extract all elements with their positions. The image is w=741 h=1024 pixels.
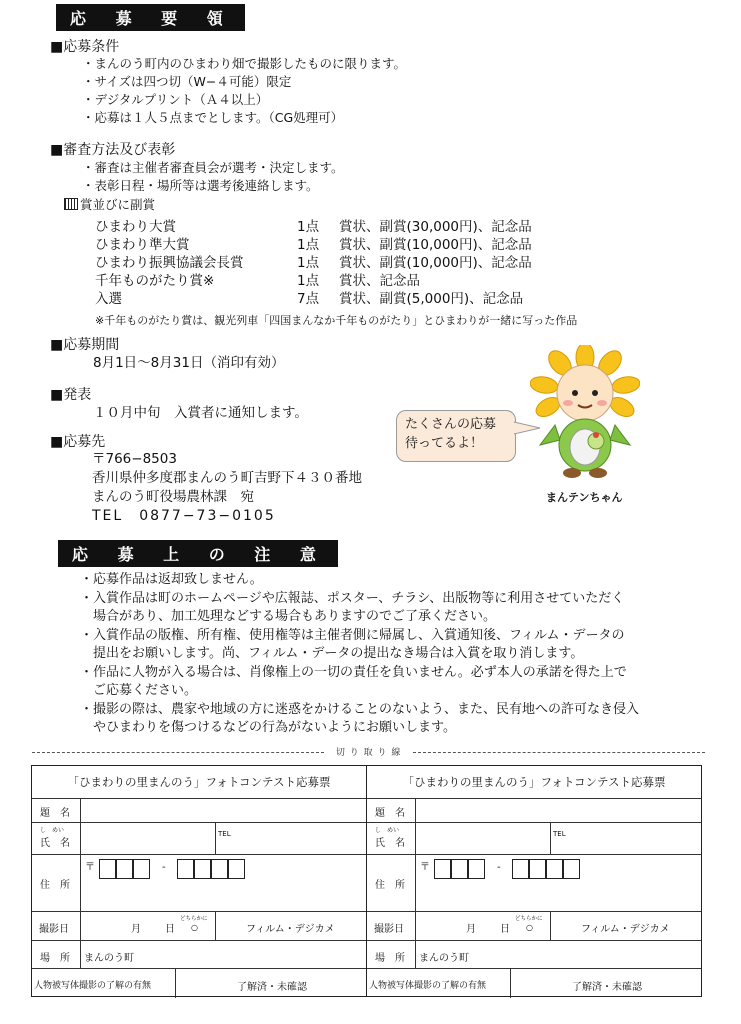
contact-office: まんのう町役場農林課 宛 [92, 489, 254, 505]
announcement-title: ■発表 [50, 387, 92, 403]
prize-reward: 賞状、副賞(10,000円)、記念品 [339, 255, 532, 271]
entry-condition-item: ・ 応募は１人５点までとします。（CG処理可） [82, 108, 343, 127]
consent-options[interactable]: 了解済・未確認 [237, 982, 307, 993]
bubble-line: 待ってるよ！ [405, 436, 484, 451]
entry-condition-item: ・ デジタルプリント（Ａ４以上） [82, 90, 268, 109]
form-col-line [175, 968, 176, 998]
announcement-text: １０月中旬 入賞者に通知します。 [93, 405, 308, 421]
form-row-line [32, 940, 366, 941]
tel-field[interactable] [230, 823, 364, 854]
label-name: 氏 名 [375, 838, 405, 849]
prize-heading [64, 195, 155, 214]
media-options[interactable]: フィルム・デジカメ [581, 924, 670, 935]
prize-name: ひまわり大賞 [95, 219, 176, 235]
prize-reward: 賞状、記念品 [339, 273, 420, 289]
note-item: ・ 入賞作品の版権、所有権、使用権等は主催者側に帰属し、入賞通知後、フィルム・データの [80, 626, 624, 645]
form-col-line [510, 968, 511, 998]
media-options[interactable]: フィルム・デジカメ [246, 924, 335, 935]
form-row-line [367, 968, 701, 969]
postal-dash: - [497, 862, 501, 873]
prize-count: 1点 [297, 255, 320, 271]
contact-title: ■応募先 [50, 434, 106, 450]
postal-digit-box[interactable] [211, 859, 228, 879]
form-col-line [215, 911, 216, 940]
postal-digit-box[interactable] [177, 859, 194, 879]
day-label: 日 [165, 924, 175, 935]
consent-options[interactable]: 了解済・未確認 [572, 982, 642, 993]
label-address: 住 所 [40, 880, 70, 891]
form-col-line [215, 822, 216, 854]
prize-name: ひまわり準大賞 [95, 237, 190, 253]
prize-count: 7点 [297, 291, 320, 307]
address-field[interactable] [81, 884, 365, 910]
postal-digit-box[interactable] [451, 859, 468, 879]
form-title: 「ひまわりの里まんのう」フォトコンテスト応募票 [67, 775, 331, 789]
prize-footnote: ※千年ものがたり賞は、観光列車「四国まんなか千年ものがたり」とひまわりが一緒に写った作品 [95, 314, 578, 327]
note-item: ・ 撮影の際は、農家や地域の方に迷惑をかけることのないよう、また、民有地への許可なき侵入 [80, 700, 639, 719]
choice-ruby: どちらかに [180, 916, 208, 922]
postal-mark: 〒 [85, 862, 95, 873]
contact-address: 香川県仲多度郡まんのう町吉野下４３０番地 [92, 470, 362, 486]
month-label: 月 [131, 924, 141, 935]
label-tel: TEL [218, 830, 231, 838]
label-place: 場 所 [375, 953, 405, 964]
name-field[interactable] [81, 823, 214, 854]
period-title: ■応募期間 [50, 337, 120, 353]
label-name: 氏 名 [40, 838, 70, 849]
postal-digit-box[interactable] [546, 859, 563, 879]
prize-name: 千年ものがたり賞※ [95, 273, 215, 289]
entry-form-left [31, 765, 367, 997]
postal-digit-box[interactable] [468, 859, 485, 879]
cut-dash-right [413, 752, 705, 753]
name-field[interactable] [416, 823, 549, 854]
prize-name: ひまわり振興協議会長賞 [95, 255, 244, 271]
note-item-cont: ご応募ください。 [93, 683, 198, 698]
label-consent: 人物被写体撮影の了解の有無 [34, 981, 152, 991]
label-consent: 人物被写体撮影の了解の有無 [369, 981, 487, 991]
label-place: 場 所 [40, 953, 70, 964]
entry-condition-item: ・ サイズは四つ切（W−４可能）限定 [82, 72, 291, 91]
judging-item: ・ 審査は主催者審査員会が選考・決定します。 [82, 158, 344, 177]
entry-condition-item: ・ まんのう町内のひまわり畑で撮影したものに限ります。 [82, 54, 406, 73]
judging-item: ・ 表彰日程・場所等は選考後連絡します。 [82, 176, 319, 195]
postal-digit-box[interactable] [512, 859, 529, 879]
form-row-line [367, 940, 701, 941]
label-address: 住 所 [375, 880, 405, 891]
label-title: 題 名 [40, 808, 70, 819]
postal-digit-box[interactable] [99, 859, 116, 879]
form-row-line [32, 911, 366, 912]
prize-reward: 賞状、副賞(30,000円)、記念品 [339, 219, 532, 235]
day-label: 日 [500, 924, 510, 935]
title-field[interactable] [416, 799, 700, 822]
address-field[interactable] [416, 884, 700, 910]
contact-tel: TEL 0877−73−0105 [92, 508, 276, 524]
choice-mark: ○ [526, 923, 533, 932]
speech-bubble [396, 410, 516, 462]
note-item: ・ 作品に人物が入る場合は、肖像権上の一切の責任を負いません。必ず本人の承諾を得た上で [80, 663, 627, 682]
place-value: まんのう町 [84, 953, 134, 964]
form-col-line [550, 911, 551, 940]
postal-digit-box[interactable] [116, 859, 133, 879]
cut-line-label: 切 り 取 り 線 [335, 748, 402, 758]
label-title: 題 名 [375, 808, 405, 819]
prize-reward: 賞状、副賞(5,000円)、記念品 [339, 291, 524, 307]
entry-form-right [366, 765, 702, 997]
choice-mark: ○ [191, 923, 198, 932]
judging-title: ■審査方法及び表彰 [50, 142, 176, 158]
label-name-ruby: し めい [40, 827, 65, 834]
form-row-line [32, 854, 366, 855]
postal-mark: 〒 [420, 862, 430, 873]
form-col-line [550, 822, 551, 854]
label-name-ruby: し めい [375, 827, 400, 834]
heading-notes: 応 募 上 の 注 意 [58, 540, 338, 567]
contact-postal: 〒766−8503 [92, 451, 177, 467]
postal-digit-box[interactable] [228, 859, 245, 879]
prize-count: 1点 [297, 237, 320, 253]
sunflower-mascot-icon [530, 345, 640, 485]
note-item-cont: 提出をお願いします。尚、フィルム・データの提出なき場合は入賞を取り消します。 [93, 646, 584, 661]
mascot-name: まんテンちゃん [546, 491, 623, 504]
postal-digit-box[interactable] [529, 859, 546, 879]
postal-dash: - [162, 862, 166, 873]
label-shoot-date: 撮影日 [39, 924, 69, 935]
postal-digit-box[interactable] [194, 859, 211, 879]
bubble-line: たくさんの応募 [405, 417, 497, 432]
prize-name: 入選 [95, 291, 122, 307]
postal-digit-box[interactable] [434, 859, 451, 879]
note-item-cont: 場合があり、加工処理などする場合もありますのでご了承ください。 [93, 609, 497, 624]
tel-field[interactable] [565, 823, 699, 854]
prize-count: 1点 [297, 273, 320, 289]
note-item-cont: やひまわりを傷つけるなどの行為がないようにお願いします。 [93, 720, 456, 735]
heading-guidelines: 応 募 要 領 [56, 4, 245, 31]
form-title: 「ひまわりの里まんのう」フォトコンテスト応募票 [402, 775, 666, 789]
award-icon [64, 198, 78, 210]
cut-line [32, 745, 704, 758]
prize-reward: 賞状、副賞(10,000円)、記念品 [339, 237, 532, 253]
title-field[interactable] [81, 799, 365, 822]
place-value: まんのう町 [419, 953, 469, 964]
prize-count: 1点 [297, 219, 320, 235]
form-row-line [367, 911, 701, 912]
label-tel: TEL [553, 830, 566, 838]
choice-ruby: どちらかに [515, 916, 543, 922]
postal-digit-box[interactable] [563, 859, 580, 879]
month-label: 月 [466, 924, 476, 935]
period-text: 8月1日～8月31日（消印有効） [93, 355, 285, 371]
form-row-line [367, 854, 701, 855]
postal-digit-box[interactable] [133, 859, 150, 879]
label-shoot-date: 撮影日 [374, 924, 404, 935]
prize-heading-label: 賞並びに副賞 [80, 197, 156, 212]
form-row-line [32, 968, 366, 969]
note-item: ・ 入賞作品は町のホームページや広報誌、ポスター、チラシ、出版物等に利用させていただく [80, 589, 624, 608]
note-item: ・ 応募作品は返却致しません。 [80, 570, 263, 589]
entry-conditions-title: ■応募条件 [50, 39, 120, 55]
cut-dash-left [32, 752, 324, 753]
